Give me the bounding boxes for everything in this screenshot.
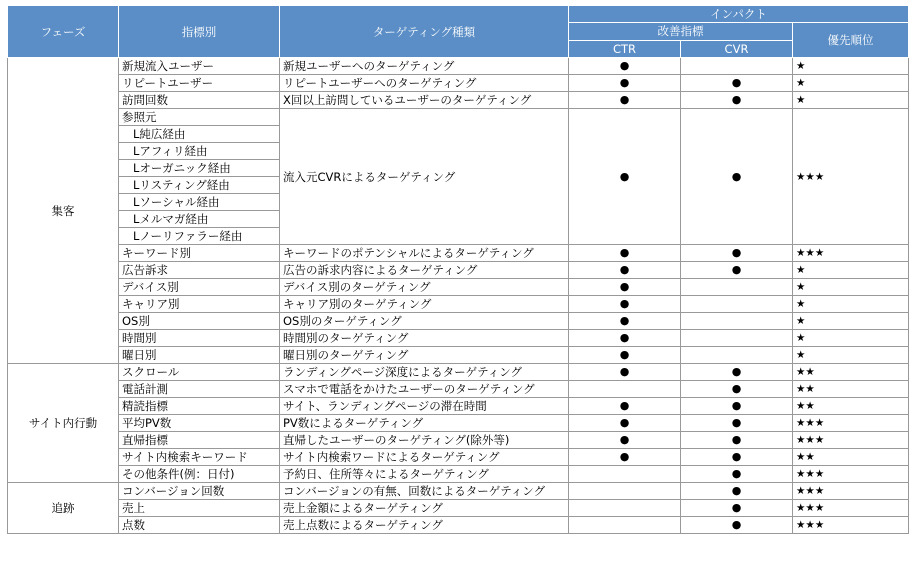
cvr-mark: ● bbox=[681, 381, 793, 398]
metric-cell: 直帰指標 bbox=[119, 432, 280, 449]
ctr-mark bbox=[569, 483, 681, 500]
targeting-cell: キーワードのポテンシャルによるターゲティング bbox=[280, 245, 569, 262]
targeting-table bbox=[7, 5, 909, 534]
cvr-mark: ● bbox=[681, 75, 793, 92]
table-row bbox=[8, 466, 909, 483]
phase-cell: 追跡 bbox=[8, 483, 119, 534]
table-row bbox=[8, 432, 909, 449]
table-body bbox=[8, 58, 909, 534]
metric-cell: 広告訴求 bbox=[119, 262, 280, 279]
header-metric: 指標別 bbox=[119, 6, 280, 58]
cvr-mark bbox=[681, 313, 793, 330]
priority-cell: ★★★ bbox=[793, 500, 909, 517]
cvr-mark: ● bbox=[681, 432, 793, 449]
referral-subitem: Lリスティング経由 bbox=[119, 177, 280, 194]
priority-cell: ★★ bbox=[793, 381, 909, 398]
targeting-cell: 曜日別のターゲティング bbox=[280, 347, 569, 364]
metric-cell: リピートユーザー bbox=[119, 75, 280, 92]
cvr-mark: ● bbox=[681, 449, 793, 466]
table-row bbox=[8, 398, 909, 415]
priority-cell: ★★ bbox=[793, 364, 909, 381]
targeting-cell: 流入元CVRによるターゲティング bbox=[280, 109, 569, 245]
table-row bbox=[8, 330, 909, 347]
targeting-cell: ランディングページ深度によるターゲティング bbox=[280, 364, 569, 381]
cvr-mark bbox=[681, 296, 793, 313]
metric-cell: 平均PV数 bbox=[119, 415, 280, 432]
targeting-cell: リピートユーザーへのターゲティング bbox=[280, 75, 569, 92]
referral-subitem: Lアフィリ経由 bbox=[119, 143, 280, 160]
targeting-cell: 売上金額によるターゲティング bbox=[280, 500, 569, 517]
ctr-mark: ● bbox=[569, 449, 681, 466]
ctr-mark: ● bbox=[569, 330, 681, 347]
ctr-mark: ● bbox=[569, 262, 681, 279]
header-impact: インパクト bbox=[569, 6, 909, 23]
targeting-cell: サイト、ランディングページの滞在時間 bbox=[280, 398, 569, 415]
header-cvr: CVR bbox=[681, 40, 793, 58]
header-improve: 改善指標 bbox=[569, 23, 793, 41]
priority-cell: ★ bbox=[793, 313, 909, 330]
priority-cell: ★★★ bbox=[793, 432, 909, 449]
table-row bbox=[8, 109, 909, 126]
priority-cell: ★ bbox=[793, 262, 909, 279]
metric-cell: 訪問回数 bbox=[119, 92, 280, 109]
ctr-mark bbox=[569, 466, 681, 483]
table-row bbox=[8, 500, 909, 517]
targeting-cell: PV数によるターゲティング bbox=[280, 415, 569, 432]
targeting-cell: 広告の訴求内容によるターゲティング bbox=[280, 262, 569, 279]
targeting-cell: スマホで電話をかけたユーザーのターゲティング bbox=[280, 381, 569, 398]
priority-cell: ★★★ bbox=[793, 415, 909, 432]
table-row bbox=[8, 517, 909, 534]
referral-label: 参照元 bbox=[119, 109, 280, 126]
table-row bbox=[8, 381, 909, 398]
cvr-mark: ● bbox=[681, 415, 793, 432]
priority-cell: ★ bbox=[793, 347, 909, 364]
targeting-cell: 直帰したユーザーのターゲティング(除外等) bbox=[280, 432, 569, 449]
ctr-mark: ● bbox=[569, 347, 681, 364]
ctr-mark: ● bbox=[569, 398, 681, 415]
metric-cell: 時間別 bbox=[119, 330, 280, 347]
referral-subitem: L純広経由 bbox=[119, 126, 280, 143]
phase-cell: サイト内行動 bbox=[8, 364, 119, 483]
metric-cell: 点数 bbox=[119, 517, 280, 534]
metric-cell: キャリア別 bbox=[119, 296, 280, 313]
table-row bbox=[8, 483, 909, 500]
metric-cell: デバイス別 bbox=[119, 279, 280, 296]
priority-cell: ★ bbox=[793, 58, 909, 75]
table-row bbox=[8, 262, 909, 279]
cvr-mark bbox=[681, 279, 793, 296]
priority-cell: ★ bbox=[793, 296, 909, 313]
table-header bbox=[8, 6, 909, 58]
metric-cell: 電話計測 bbox=[119, 381, 280, 398]
metric-cell: その他条件(例：日付) bbox=[119, 466, 280, 483]
priority-cell: ★ bbox=[793, 279, 909, 296]
priority-cell: ★★★ bbox=[793, 517, 909, 534]
cvr-mark: ● bbox=[681, 500, 793, 517]
table-row bbox=[8, 245, 909, 262]
priority-cell: ★ bbox=[793, 75, 909, 92]
table-row bbox=[8, 92, 909, 109]
cvr-mark: ● bbox=[681, 517, 793, 534]
targeting-cell: サイト内検索ワードによるターゲティング bbox=[280, 449, 569, 466]
table-row bbox=[8, 313, 909, 330]
referral-subitem: Lオーガニック経由 bbox=[119, 160, 280, 177]
ctr-mark bbox=[569, 500, 681, 517]
referral-subitem: Lノーリファラー経由 bbox=[119, 228, 280, 245]
header-priority: 優先順位 bbox=[793, 23, 909, 58]
table-row bbox=[8, 364, 909, 381]
priority-cell: ★★★ bbox=[793, 109, 909, 245]
targeting-cell: OS別のターゲティング bbox=[280, 313, 569, 330]
priority-cell: ★★ bbox=[793, 449, 909, 466]
phase-cell: 集客 bbox=[8, 58, 119, 364]
ctr-mark bbox=[569, 517, 681, 534]
ctr-mark: ● bbox=[569, 245, 681, 262]
metric-cell: スクロール bbox=[119, 364, 280, 381]
cvr-mark: ● bbox=[681, 109, 793, 245]
ctr-mark: ● bbox=[569, 296, 681, 313]
metric-cell: 売上 bbox=[119, 500, 280, 517]
table-row bbox=[8, 296, 909, 313]
referral-subitem: Lソーシャル経由 bbox=[119, 194, 280, 211]
cvr-mark bbox=[681, 347, 793, 364]
targeting-cell: X回以上訪問しているユーザーのターゲティング bbox=[280, 92, 569, 109]
targeting-cell: 売上点数によるターゲティング bbox=[280, 517, 569, 534]
cvr-mark: ● bbox=[681, 245, 793, 262]
cvr-mark: ● bbox=[681, 483, 793, 500]
priority-cell: ★★★ bbox=[793, 245, 909, 262]
table-row bbox=[8, 58, 909, 75]
targeting-cell: キャリア別のターゲティング bbox=[280, 296, 569, 313]
targeting-cell: 時間別のターゲティング bbox=[280, 330, 569, 347]
cvr-mark bbox=[681, 58, 793, 75]
priority-cell: ★ bbox=[793, 330, 909, 347]
table-row bbox=[8, 75, 909, 92]
ctr-mark: ● bbox=[569, 313, 681, 330]
header-phase: フェーズ bbox=[8, 6, 119, 58]
priority-cell: ★★★ bbox=[793, 483, 909, 500]
table-row bbox=[8, 449, 909, 466]
targeting-cell: 新規ユーザーへのターゲティング bbox=[280, 58, 569, 75]
header-ctr: CTR bbox=[569, 40, 681, 58]
priority-cell: ★★ bbox=[793, 398, 909, 415]
metric-cell: 精読指標 bbox=[119, 398, 280, 415]
table-row bbox=[8, 279, 909, 296]
targeting-cell: 予約日、住所等々によるターゲティング bbox=[280, 466, 569, 483]
cvr-mark: ● bbox=[681, 92, 793, 109]
ctr-mark: ● bbox=[569, 109, 681, 245]
metric-cell: OS別 bbox=[119, 313, 280, 330]
referral-subitem: Lメルマガ経由 bbox=[119, 211, 280, 228]
ctr-mark: ● bbox=[569, 364, 681, 381]
cvr-mark bbox=[681, 330, 793, 347]
targeting-cell: コンバージョンの有無、回数によるターゲティング bbox=[280, 483, 569, 500]
priority-cell: ★ bbox=[793, 92, 909, 109]
cvr-mark: ● bbox=[681, 398, 793, 415]
ctr-mark bbox=[569, 381, 681, 398]
ctr-mark: ● bbox=[569, 58, 681, 75]
table-row bbox=[8, 347, 909, 364]
ctr-mark: ● bbox=[569, 432, 681, 449]
metric-cell: 曜日別 bbox=[119, 347, 280, 364]
metric-cell: コンバージョン回数 bbox=[119, 483, 280, 500]
header-targeting: ターゲティング種類 bbox=[280, 6, 569, 58]
metric-cell: 新規流入ユーザー bbox=[119, 58, 280, 75]
table-row bbox=[8, 415, 909, 432]
cvr-mark: ● bbox=[681, 466, 793, 483]
ctr-mark: ● bbox=[569, 92, 681, 109]
ctr-mark: ● bbox=[569, 415, 681, 432]
targeting-cell: デバイス別のターゲティング bbox=[280, 279, 569, 296]
priority-cell: ★★★ bbox=[793, 466, 909, 483]
ctr-mark: ● bbox=[569, 75, 681, 92]
cvr-mark: ● bbox=[681, 262, 793, 279]
cvr-mark: ● bbox=[681, 364, 793, 381]
metric-cell: サイト内検索キーワード bbox=[119, 449, 280, 466]
metric-cell: キーワード別 bbox=[119, 245, 280, 262]
ctr-mark: ● bbox=[569, 279, 681, 296]
